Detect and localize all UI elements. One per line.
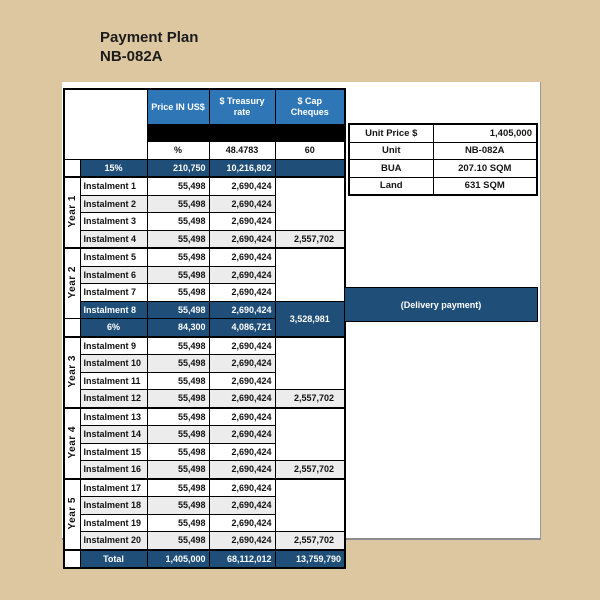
instalment-price: 55,498 (147, 514, 209, 532)
instalment-price: 55,498 (147, 390, 209, 408)
instalment-price: 55,498 (147, 372, 209, 390)
unit-price-label: Unit Price $ (349, 124, 433, 142)
cap-empty-cell (275, 408, 345, 461)
instalment-treasury: 2,690,424 (209, 195, 275, 213)
instalment-treasury: 2,690,424 (209, 177, 275, 195)
unit-value: NB-082A (433, 142, 537, 160)
cap-cheque-value: 2,557,702 (275, 532, 345, 550)
instalment-price: 55,498 (147, 532, 209, 550)
table-row (64, 337, 345, 355)
total-label: Total (80, 550, 147, 569)
instalment-treasury: 2,690,424 (209, 355, 275, 373)
unit-price-value: 1,405,000 (433, 124, 537, 142)
empty-year-cell (64, 319, 80, 337)
instalment-label: Instalment 7 (80, 284, 147, 302)
instalment-price: 55,498 (147, 248, 209, 266)
instalment-treasury: 2,690,424 (209, 230, 275, 248)
instalment-treasury: 2,690,424 (209, 372, 275, 390)
instalment-label: Instalment 2 (80, 195, 147, 213)
instalment-treasury: 2,690,424 (209, 497, 275, 515)
instalment-label: Instalment 1 (80, 177, 147, 195)
instalment-treasury: 2,690,424 (209, 461, 275, 479)
table-row (64, 461, 345, 479)
instalment-price: 55,498 (147, 497, 209, 515)
instalment-price: 55,498 (147, 230, 209, 248)
unit-info-row (349, 177, 537, 195)
empty-corner-cell (64, 89, 147, 159)
page-title-line2: NB-082A (100, 48, 163, 65)
unit-info-table (348, 123, 538, 196)
instalment-price: 55,498 (147, 426, 209, 444)
spreadsheet-area (62, 82, 541, 564)
table-row (64, 230, 345, 248)
param-percent: % (147, 142, 209, 160)
col-header-cap-cheques: $ Cap Cheques (275, 89, 345, 125)
instalment-treasury: 2,690,424 (209, 426, 275, 444)
instalment-price: 55,498 (147, 337, 209, 355)
instalment-treasury: 2,690,424 (209, 390, 275, 408)
instalment-label: Instalment 10 (80, 355, 147, 373)
instalment-label: Instalment 3 (80, 213, 147, 231)
black-filler-cell (147, 125, 345, 142)
instalment-label: Instalment 17 (80, 479, 147, 497)
empty-year-cell (64, 159, 80, 177)
instalment-treasury: 2,690,424 (209, 443, 275, 461)
table-row (64, 532, 345, 550)
instalment-treasury: 2,690,424 (209, 532, 275, 550)
instalment-treasury: 2,690,424 (209, 337, 275, 355)
down-payment-row (64, 159, 345, 177)
table-row (64, 408, 345, 426)
down-payment-label: 15% (80, 159, 147, 177)
down-payment-price: 210,750 (147, 159, 209, 177)
unit-info-row (349, 142, 537, 160)
unit-label: Unit (349, 142, 433, 160)
year-2-label: Year 2 (64, 248, 80, 319)
total-cap: 13,759,790 (275, 550, 345, 569)
instalment-treasury: 2,690,424 (209, 301, 275, 319)
delivery-payment-banner (344, 287, 538, 322)
table-row (64, 177, 345, 195)
cap-cheque-value: 2,557,702 (275, 461, 345, 479)
delivery-percent-price: 84,300 (147, 319, 209, 337)
instalment-price: 55,498 (147, 213, 209, 231)
instalment-treasury: 2,690,424 (209, 266, 275, 284)
instalment-label: Instalment 11 (80, 372, 147, 390)
instalment-price: 55,498 (147, 408, 209, 426)
header-row (64, 89, 345, 125)
bua-label: BUA (349, 160, 433, 178)
cap-empty-cell (275, 248, 345, 301)
instalment-price: 55,498 (147, 461, 209, 479)
instalment-label: Instalment 6 (80, 266, 147, 284)
instalment-label: Instalment 20 (80, 532, 147, 550)
page-title (100, 28, 198, 66)
instalment-label: Instalment 5 (80, 248, 147, 266)
total-row (64, 550, 345, 569)
instalment-price: 55,498 (147, 266, 209, 284)
instalment-price: 55,498 (147, 301, 209, 319)
total-treasury: 68,112,012 (209, 550, 275, 569)
year-1-label: Year 1 (64, 177, 80, 248)
unit-info-row (349, 160, 537, 178)
delivery-cap-cheque-value: 3,528,981 (275, 301, 345, 337)
instalment-label: Instalment 12 (80, 390, 147, 408)
instalment-price: 55,498 (147, 284, 209, 302)
instalment-label: Instalment 18 (80, 497, 147, 515)
cap-empty-cell (275, 479, 345, 532)
year-3-label: Year 3 (64, 337, 80, 408)
instalment-treasury: 2,690,424 (209, 514, 275, 532)
cap-cheque-value: 2,557,702 (275, 230, 345, 248)
instalment-treasury: 2,690,424 (209, 479, 275, 497)
cap-empty-cell (275, 177, 345, 230)
instalment-price: 55,498 (147, 443, 209, 461)
cap-cheque-value: 2,557,702 (275, 390, 345, 408)
instalment-label: Instalment 8 (80, 301, 147, 319)
delivery-percent-label: 6% (80, 319, 147, 337)
instalment-label: Instalment 15 (80, 443, 147, 461)
param-cap-count: 60 (275, 142, 345, 160)
payment-plan-table (63, 88, 346, 569)
delivery-percent-treasury: 4,086,721 (209, 319, 275, 337)
year-5-label: Year 5 (64, 479, 80, 550)
instalment-treasury: 2,690,424 (209, 284, 275, 302)
instalment-treasury: 2,690,424 (209, 213, 275, 231)
down-payment-treasury: 10,216,802 (209, 159, 275, 177)
instalment-treasury: 2,690,424 (209, 248, 275, 266)
instalment-treasury: 2,690,424 (209, 408, 275, 426)
instalment-price: 55,498 (147, 177, 209, 195)
instalment-price: 55,498 (147, 479, 209, 497)
page-title-line1: Payment Plan (100, 29, 199, 46)
param-treasury-rate: 48.4783 (209, 142, 275, 160)
instalment-label: Instalment 14 (80, 426, 147, 444)
table-row (64, 248, 345, 266)
cap-empty-cell (275, 337, 345, 390)
down-payment-cap-empty (275, 159, 345, 177)
instalment-label: Instalment 19 (80, 514, 147, 532)
instalment-label: Instalment 4 (80, 230, 147, 248)
col-header-treasury: $ Treasury rate (209, 89, 275, 125)
land-value: 631 SQM (433, 177, 537, 195)
delivery-payment-label: (Delivery payment) (400, 299, 482, 310)
instalment-price: 55,498 (147, 195, 209, 213)
instalment-label: Instalment 9 (80, 337, 147, 355)
year-4-label: Year 4 (64, 408, 80, 479)
unit-info-row (349, 124, 537, 142)
instalment-label: Instalment 13 (80, 408, 147, 426)
table-row (64, 390, 345, 408)
empty-year-cell (64, 550, 80, 569)
total-price: 1,405,000 (147, 550, 209, 569)
bua-value: 207.10 SQM (433, 160, 537, 178)
instalment-label: Instalment 16 (80, 461, 147, 479)
land-label: Land (349, 177, 433, 195)
instalment-price: 55,498 (147, 355, 209, 373)
table-row (64, 479, 345, 497)
delivery-instalment-row (64, 301, 345, 319)
col-header-price: Price IN US$ (147, 89, 209, 125)
